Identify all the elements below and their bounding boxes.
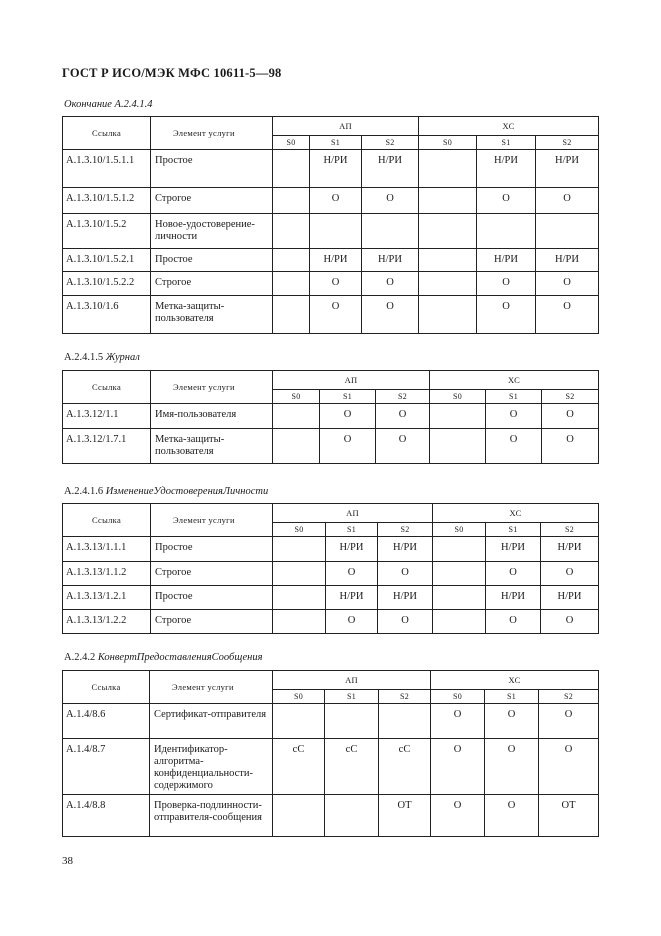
col-header-xc-s1: S1 [477,136,536,150]
value-cell: О [310,188,362,214]
table-row [63,586,599,610]
value-cell: сС [379,739,431,795]
section-title [64,99,152,110]
col-header-xc-s0: S0 [430,390,486,404]
value-cell: О [378,562,433,586]
value-cell: Н/РИ [378,586,433,610]
table-row [63,404,599,429]
value-cell: О [542,429,599,464]
value-cell: О [541,562,599,586]
ref-cell: А.1.3.13/1.2.2 [63,610,151,634]
value-cell: ОТ [379,795,431,837]
ref-cell: А.1.3.12/1.7.1 [63,429,151,464]
col-header-xc: ХС [433,504,599,523]
col-header-ap-s1: S1 [325,690,379,704]
table-row [63,214,599,249]
element-cell: Идентификатор-алгоритма-конфиденциальности-содержимого [150,739,273,795]
value-cell [419,214,477,249]
col-header-ap-s0: S0 [273,523,326,537]
value-cell: О [542,404,599,429]
table-row [63,429,599,464]
value-cell: О [536,188,599,214]
value-cell [419,296,477,334]
col-header-xc-s0: S0 [433,523,486,537]
section-name: Окончание А.2.4.1.4 [64,99,153,110]
value-cell [536,214,599,249]
page-number: 38 [62,855,73,867]
ref-cell: А.1.4/8.7 [63,739,150,795]
page-header: ГОСТ Р ИСО/МЭК МФС 10611-5—98 [62,66,282,80]
ref-cell: А.1.3.10/1.6 [63,296,151,334]
value-cell [273,562,326,586]
value-cell [273,188,310,214]
col-header-ap-s2: S2 [379,690,431,704]
value-cell: О [536,272,599,296]
table-row [63,795,599,837]
value-cell: О [486,429,542,464]
value-cell: О [310,272,362,296]
value-cell: О [320,404,376,429]
element-cell: Строгое [151,610,273,634]
value-cell [273,150,310,188]
value-cell [379,704,431,739]
table-a242 [62,670,599,837]
col-header-xc-s2: S2 [541,523,599,537]
element-cell: Строгое [151,562,273,586]
value-cell: О [376,404,430,429]
ref-cell: А.1.3.10/1.5.2.1 [63,249,151,272]
value-cell: О [431,795,485,837]
value-cell: О [362,272,419,296]
value-cell [273,586,326,610]
value-cell: Н/РИ [326,537,378,562]
table-row [63,739,599,795]
value-cell [362,214,419,249]
value-cell [433,610,486,634]
col-header-ap-s0: S0 [273,390,320,404]
section-name: Журнал [105,352,140,363]
value-cell: Н/РИ [477,249,536,272]
table-row [63,610,599,634]
table-row [63,188,599,214]
section-name: КонвертПредоставленияСообщения [97,652,263,663]
table-a2416 [62,503,599,634]
col-header-element: Элемент услуги [151,371,273,404]
value-cell [273,404,320,429]
value-cell: О [477,272,536,296]
ref-cell: А.1.3.13/1.1.1 [63,537,151,562]
table-row [63,562,599,586]
table-body [63,704,599,837]
value-cell [433,537,486,562]
value-cell [430,404,486,429]
value-cell [273,429,320,464]
element-cell: Новое-удостоверение-личности [151,214,273,249]
col-header-ap: АП [273,504,433,523]
section-title [64,486,268,497]
value-cell [273,704,325,739]
value-cell: О [431,739,485,795]
col-header-xc-s1: S1 [486,390,542,404]
value-cell: О [486,610,541,634]
section-name: ИзменениеУдостоверенияЛичности [105,486,269,497]
element-cell: Простое [151,150,273,188]
value-cell: О [362,188,419,214]
ref-cell: А.1.3.10/1.5.2 [63,214,151,249]
col-header-ref: Ссылка [63,371,151,404]
value-cell: Н/РИ [541,537,599,562]
value-cell: Н/РИ [378,537,433,562]
col-header-xc-s0: S0 [431,690,485,704]
value-cell: О [310,296,362,334]
value-cell [433,586,486,610]
col-header-ref: Ссылка [63,504,151,537]
value-cell: О [431,704,485,739]
col-header-ap-s1: S1 [320,390,376,404]
col-header-xc: ХС [431,671,599,690]
col-header-xc-s1: S1 [485,690,539,704]
col-header-ap-s0: S0 [273,136,310,150]
value-cell [477,214,536,249]
value-cell: Н/РИ [541,586,599,610]
col-header-ap: АП [273,117,419,136]
value-cell: О [378,610,433,634]
value-cell: О [320,429,376,464]
col-header-ap-s2: S2 [378,523,433,537]
value-cell: Н/РИ [486,586,541,610]
table-a2414 [62,116,599,334]
section-prefix: А.2.4.2 [64,652,96,663]
element-cell: Простое [151,537,273,562]
element-cell: Метка-защиты-пользователя [151,296,273,334]
value-cell: О [326,610,378,634]
value-cell [273,537,326,562]
value-cell [273,272,310,296]
value-cell [325,704,379,739]
value-cell: О [477,296,536,334]
col-header-element: Элемент услуги [150,671,273,704]
col-header-ap: АП [273,671,431,690]
value-cell: Н/РИ [310,249,362,272]
table-body [63,537,599,634]
section-title [64,652,263,663]
value-cell: Н/РИ [536,150,599,188]
value-cell: О [541,610,599,634]
value-cell: О [477,188,536,214]
value-cell: О [376,429,430,464]
value-cell [419,150,477,188]
ref-cell: А.1.4/8.6 [63,704,150,739]
element-cell: Имя-пользователя [151,404,273,429]
ref-cell: А.1.4/8.8 [63,795,150,837]
value-cell [430,429,486,464]
col-header-element: Элемент услуги [151,117,273,150]
value-cell: О [485,704,539,739]
col-header-ref: Ссылка [63,671,150,704]
ref-cell: А.1.3.10/1.5.2.2 [63,272,151,296]
element-cell: Сертификат-отправителя [150,704,273,739]
table-body [63,404,599,464]
table-row [63,704,599,739]
col-header-element: Элемент услуги [151,504,273,537]
element-cell: Метка-защиты-пользователя [151,429,273,464]
col-header-ap-s1: S1 [310,136,362,150]
value-cell [419,188,477,214]
element-cell: Проверка-подлинности-отправителя-сообщения [150,795,273,837]
value-cell: О [539,704,599,739]
section-prefix: А.2.4.1.5 [64,352,104,363]
value-cell [273,214,310,249]
table-a2415 [62,370,599,464]
element-cell: Строгое [151,188,273,214]
col-header-xc: ХС [430,371,599,390]
value-cell: О [362,296,419,334]
value-cell: сС [273,739,325,795]
element-cell: Простое [151,586,273,610]
value-cell: О [536,296,599,334]
value-cell: Н/РИ [362,150,419,188]
section-title [64,352,140,363]
value-cell [419,272,477,296]
value-cell [310,214,362,249]
col-header-ap-s2: S2 [362,136,419,150]
value-cell [273,795,325,837]
table-row [63,537,599,562]
table-body [63,150,599,334]
value-cell: О [326,562,378,586]
value-cell: сС [325,739,379,795]
col-header-ref: Ссылка [63,117,151,150]
col-header-xc-s2: S2 [539,690,599,704]
value-cell [419,249,477,272]
ref-cell: А.1.3.12/1.1 [63,404,151,429]
element-cell: Строгое [151,272,273,296]
value-cell: Н/РИ [310,150,362,188]
ref-cell: А.1.3.13/1.2.1 [63,586,151,610]
value-cell: Н/РИ [536,249,599,272]
value-cell: О [539,739,599,795]
element-cell: Простое [151,249,273,272]
col-header-xc: ХС [419,117,599,136]
section-prefix: А.2.4.1.6 [64,486,104,497]
col-header-ap: АП [273,371,430,390]
value-cell: ОТ [539,795,599,837]
value-cell: Н/РИ [486,537,541,562]
value-cell: О [485,795,539,837]
col-header-ap-s0: S0 [273,690,325,704]
table-row [63,150,599,188]
value-cell: О [485,739,539,795]
table-row [63,272,599,296]
value-cell: Н/РИ [477,150,536,188]
value-cell: Н/РИ [326,586,378,610]
table-row [63,249,599,272]
col-header-ap-s1: S1 [326,523,378,537]
value-cell [433,562,486,586]
table-row [63,296,599,334]
col-header-ap-s2: S2 [376,390,430,404]
value-cell [325,795,379,837]
value-cell: Н/РИ [362,249,419,272]
value-cell [273,296,310,334]
ref-cell: А.1.3.10/1.5.1.2 [63,188,151,214]
value-cell: О [486,404,542,429]
col-header-xc-s2: S2 [536,136,599,150]
col-header-xc-s0: S0 [419,136,477,150]
value-cell [273,249,310,272]
ref-cell: А.1.3.10/1.5.1.1 [63,150,151,188]
ref-cell: А.1.3.13/1.1.2 [63,562,151,586]
col-header-xc-s1: S1 [486,523,541,537]
value-cell [273,610,326,634]
col-header-xc-s2: S2 [542,390,599,404]
value-cell: О [486,562,541,586]
